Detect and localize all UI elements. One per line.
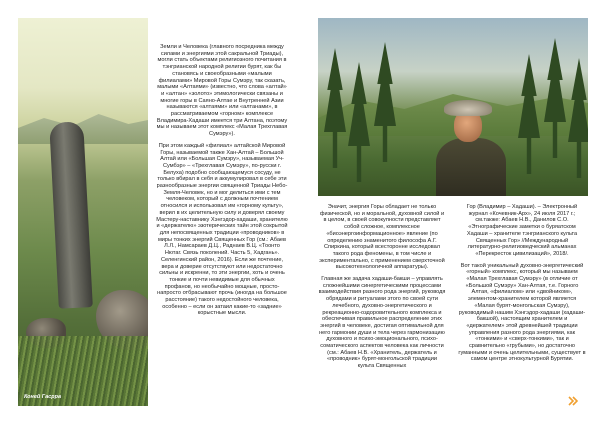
paragraph: Земли и Человека (главного посредника между силами и энергиями этой сакральной Триады), могли стать объектами религиозного почитания в тэнгрианской народной религии бурят, как бы становясь и своеобразными «малыми филиалами» Мировой Горы Сумэру, так сказать, малыми «Алтаями» (известно, что слова «алтай» и «алтан» «золото» этимологически связаны и многие горы в Саяно-Алтае и Внутренней Азии называются «алтаями» или «алтанами», в рассматриваемом «горном» комплексе Владимира-Хадаши имеется три Алтана, поэтому мы и называем этот комплекс «Малая Трехглавая Сумэру»).: [156, 44, 288, 138]
stone-photo: [18, 18, 148, 406]
portrait-photo: [318, 18, 588, 196]
paragraph: Главная же задача хадаши-бакши – управлять сложнейшими синергетическими процессами взаимодействия разного рода энергий, руководя обрядами и ритуалами этого по своей сути лечебного, духовно-энергетического и рекреационно-оздоровительного комплекса и обеспечивая правильное распределение этих энергий в человеке, достигая оптимальной для него гармонии души и тела через гармонизацию духовного и психо-эмоционального, психо-соматического аспектов человека как личности (см.: Абаев Н.В. «Хранитель, держатель и «проводник» бурят-монгольской традиции культа Священных: [318, 276, 446, 370]
left-page: [18, 18, 288, 406]
paragraph: Эначит, энергия Горы обладает не только физической, но и моральной, духовной силой и в целом, в своей совокупности представляет собой сложное, комплексное «биоэнергоинформационное» явление (по определению знаменитого философа А.Г. Спиркина, который всесторонне исследовал такого рода феномены, в том числе и экспериментально, с применением сверхточной высокотехнологичной аппаратуры).: [319, 204, 445, 271]
paragraph: Гор (Владимир – Хадаши). – Электронный журнал «Кочевник-Арх», 24 июля 2017 г.; см.также: Абаев Н.В., Данилов С.О. «Этнографические заметки о буряатском Хадаши – хранителе тэнгрианского культа Священных Гор» //Международный литературно-религиоведческий альманах «Перекресток цивилизаций», 2018/.: [466, 204, 578, 257]
right-page: [318, 18, 588, 406]
man-in-hat: [436, 100, 506, 196]
right-text-column-2: [458, 204, 586, 368]
standing-stone: [49, 121, 93, 309]
right-text-column-1: [318, 204, 446, 375]
left-text-column: [156, 44, 288, 322]
photo-caption: Коней Гасрра: [24, 394, 61, 400]
paragraph: Вот такой уникальный духовно-энергетический «горный» комплекс, который мы называем «Малая Трехглавая Сумэру» (в отличие от «Большой Сумэру» Хан-Алтая, т.е. Горного Алтая, «филиалом» или «двойником», элементом-хранителем которой является «Малая бурят-монгольская Сумэру), руководимый нашим Хэнгэдор-хадаши (хадаши-бакшой), настоящим хранителем и «держателем» этой древнейшей традиции управления разного рода энергиями, как «тонкими» и «сверх-тонкими», так и сравнительно «грубыми», но достаточно гуманными и очень целительными, существует в самом центре этнокультурной Бурятии.: [458, 262, 586, 363]
paragraph: При этом каждый «филиал» алтайской Мировой Горы, называемой также Хан-Алтай – Большой Алтай или «Большая Сумэру», называемая Уч-Сумбэр» – «Трехглавая Сумэру», по-русски г. Белуха) подобно сообщающемуся сосуду, не только вбирал в себя и аккумулировал в себе эти разнообразные энергии священной Триады Небо-Земля-Человек, но и мог делиться ими с тем человеком, который с должным почтением относился и использовал им «горному культу», верил в их целительную силу и доверял своему Мастеру-наставнику Хэнгэдор-хадаши, хранителю и «держателю» эзотерических тайн этой сокрытой для непосвященных традиции «проводников» в миры тонких энергий Священных Гор (см.: Абаев Л.Л., Намсараев Д.Ц., Раднаев В.Ц. «Тоонто Нютаг. Связь поколений. Часть 5, Хадгань». Селенгинский район, 2016). Если же почтение, вера и доверие отсутствуют или недостаточно сильны и искренни, то эти энергии, хоть и очень тонкие и почти невидимые для обычных профанов, но необычайно мощные, просто-напросто отбрасывают прочь (иногда на большое расстояние) такого недостойного человека, особенно – если он затаил какие-то «задние» корыстные мысли.: [156, 142, 288, 317]
chevron-double-right-icon[interactable]: [568, 396, 578, 406]
